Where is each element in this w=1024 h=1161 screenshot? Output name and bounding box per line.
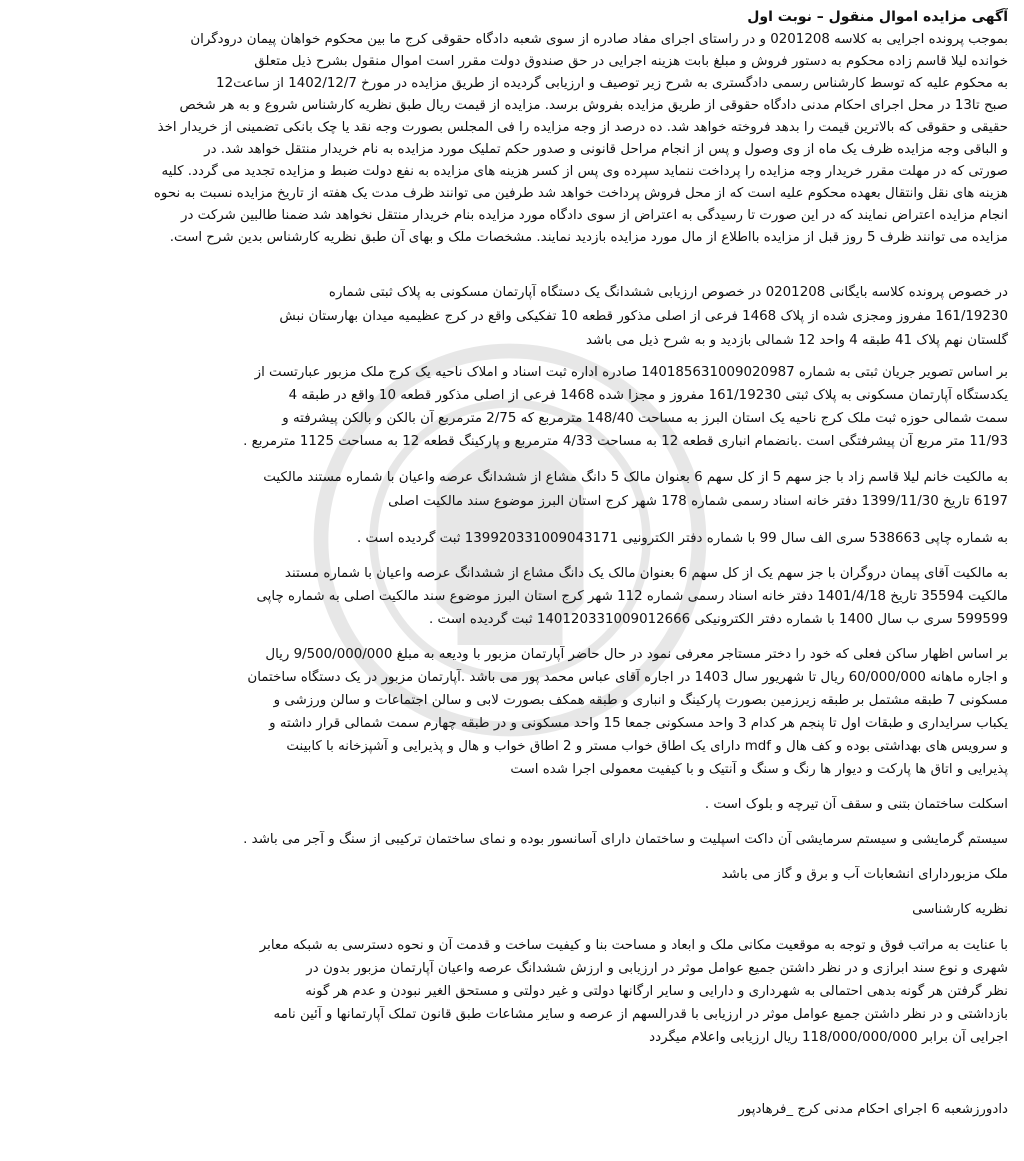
text-line: و الباقی وجه مزایده ظرف یک ماه از وی وصول و پس از انجام مراحل قانونی و صدور حکم تملیک مورد مزایده به نام خریدار منتقل خواهد شد. در bbox=[204, 142, 1008, 157]
text-line: صبح تا13 در محل اجرای احکام مدنی دادگاه حقوقی از طریق مزایده بفروش برسد. مزایده از قیمت ریال طبق نظریه کارشناس شروع و به هر شخص bbox=[179, 98, 1008, 113]
text-line: اجرایی آن برابر 118/000/000/000 ریال ارزیابی واعلام میگردد bbox=[649, 1030, 1008, 1045]
text-line: هزینه های نقل وانتقال بعهده محکوم علیه است که از محل فروش پرداخت خواهد شد طرفین می توانند ظرف مدت یک هفته از تاریخ مزایده نسبت به نحوه bbox=[153, 186, 1008, 201]
text-line: به شماره چاپی 538663 سری الف سال 99 با شماره دفتر الکترونیی 139920331009043171 ثبت گردیده است . bbox=[356, 531, 1008, 546]
notice-title: آگهی مزایده اموال منقول – نوبت اول bbox=[747, 9, 1008, 25]
text-line: سمت شمالی حوزه ثبت ملک کرج ناحیه یک استان البرز به مساحت 148/40 مترمربع که 2/75 مترمربع آن بالکن و بالکن پیشرفته و bbox=[282, 411, 1008, 426]
text-line: حقیقی و حقوقی که بالاترین قیمت را بدهد فروخته خواهد شد. ده درصد از وجه مزایده را فی المجلس بصورت وجه نقد یا چک بانکی تضمینی از خریدار اخذ bbox=[157, 120, 1008, 135]
text-line: سیستم گرمایشی و سیستم سرمایشی آن داکت اسپلیت و ساختمان دارای آسانسور بوده و نمای ساختمان ترکیبی از سنگ و آجر می باشد . bbox=[243, 832, 1008, 847]
text-line: مزایده می توانند ظرف 5 روز قبل از مزایده بااطلاع از مال مورد مزایده بازدید نمایند. مشخصات ملک و بهای آن طبق نظریه کارشناس بدین شرح است. bbox=[169, 230, 1008, 245]
text-line: نظر گرفتن هر گونه بدهی احتمالی به شهرداری و دارایی و سایر ارگانها دولتی و غیر دولتی و مستحق الغیر نبودن و عدم هر گونه bbox=[305, 984, 1008, 999]
text-line: 161/19230 مفروز ومجزی شده از پلاک 1468 فرعی از اصلی مذکور قطعه 10 تفکیکی واقع در کرج عظیمیه میدان بهارستان نبش bbox=[279, 309, 1008, 324]
text-line: بر اساس تصویر جریان ثبتی به شماره 140185631009020987 صادره اداره ثبت اسناد و املاک ناحیه یک کرج ملک مزبور عبارتست از bbox=[254, 365, 1008, 380]
text-line: شهری و نوع سند ابرازی و در نظر داشتن جمیع عوامل موثر در ارزیابی و ارزش ششدانگ عرصه واعیان آپارتمان مزبور بدون در bbox=[306, 961, 1008, 976]
text-line: به مالکیت خانم لیلا قاسم زاد با جز سهم 5 از کل سهم 6 بعنوان مالک 5 دانگ مشاع از ششدانگ عرصه واعیان با شماره مستند مالکیت bbox=[263, 470, 1008, 485]
text-line: پذیرایی و اتاق ها پارکت و دیوار ها رنگ و سنگ و آنتیک و با کیفیت معمولی اجرا شده است bbox=[510, 762, 1008, 777]
text-line: صورتی که در مهلت مقرر خریدار وجه مزایده را پرداخت ننماید سپرده وی پس از کسر هزینه های مزایده به نفع دولت ضبط و مزایده تجدید می گردد. کلیه bbox=[161, 164, 1008, 179]
text-line: در خصوص پرونده کلاسه بایگانی 0201208 در خصوص ارزیابی ششدانگ یک دستگاه آپارتمان مسکونی به پلاک ثبتی شماره bbox=[328, 285, 1008, 300]
text-line: مسکونی 7 طبقه مشتمل بر طبقه زیرزمین بصورت پارکینگ و انباری و طبقه همکف بصورت لابی و سالن اجتماعات و سالن ورزشی و bbox=[273, 693, 1008, 708]
text-line: 599599 سری ب سال 1400 با شماره دفتر الکترونیکی 140120331009012666 ثبت گردیده است . bbox=[429, 612, 1008, 627]
text-line: با عنایت به مراتب فوق و توجه به موقعیت مکانی ملک و ابعاد و مساحت بنا و کیفیت ساخت و قدمت آن و نحوه دسترسی به شبکه معابر bbox=[259, 938, 1008, 953]
text-line: و اجاره ماهانه 60/000/000 ریال تا شهریور سال 1403 در اجاره آقای عباس محمد پور می باشد .آپارتمان مزبور در یک دستگاه ساختمان bbox=[247, 670, 1008, 685]
text-line: و سرویس های بهداشتی بوده و کف هال و mdf دارای یک اطاق خواب مستر و 2 اطاق خواب و هال و پذیرایی و آشپزخانه با کابینت bbox=[286, 739, 1008, 754]
text-line: بر اساس اظهار ساکن فعلی که خود را دختر مستاجر معرفی نمود در حال حاضر آپارتمان مزبور با ودیعه به مبلغ 9/500/000/000 ریال bbox=[265, 647, 1008, 662]
text-line: به مالکیت آقای پیمان دروگران با جز سهم یک از کل سهم 6 بعنوان مالک یک دانگ مشاع از ششدانگ عرصه واعیان با شماره مستند bbox=[284, 566, 1008, 581]
text-line: گلستان نهم پلاک 41 طبقه 4 واحد 12 شمالی بازدید و به شرح ذیل می باشد bbox=[586, 333, 1008, 348]
text-line: مالکیت 35594 تاریخ 1401/4/18 دفتر خانه اسناد رسمی شماره 112 شهر کرج استان البرز موضوع سند مالکیت اصلی به شماره چاپی bbox=[256, 589, 1008, 604]
text-line: یکدستگاه آپارتمان مسکونی به پلاک ثبتی 161/19230 مفروز و مجزا شده 1468 فرعی از اصلی مذکور قطعه 10 واقع در طبقه 4 bbox=[288, 388, 1008, 403]
text-line: 6197 تاریخ 1399/11/30 دفتر خانه اسناد رسمی شماره 178 شهر کرج استان البرز موضوع سند مالکیت اصلی bbox=[388, 494, 1008, 509]
text-line: یکباب سرایداری و طبقات اول تا پنجم هر کدام 3 واحد مسکونی جمعا 15 واحد مسکونی و در طبقه چهارم سمت شمالی قرار داشته و bbox=[269, 716, 1008, 731]
text-line: ملک مزبوردارای انشعابات آب و برق و گاز می باشد bbox=[721, 867, 1008, 882]
text-line: بموجب پرونده اجرایی به کلاسه 0201208 و در راستای اجرای مفاد صادره از سوی شعبه دادگاه حقوقی کرج ما بین محکوم خواهان پیمان درودگران bbox=[190, 32, 1008, 47]
text-line: خوانده لیلا قاسم زاده محکوم به دستور فروش و مبلغ بابت هزینه اجرایی در حق صندوق دولت مقرر است اموال منقول بشرح ذیل متعلق bbox=[254, 54, 1008, 69]
text-line: انجام مزایده اعتراض نمایند که در این صورت تا رسیدگی به اعتراض از سوی دادگاه مورد مزایده بنام خریدار منتقل نخواهد شد ضمنا طالبین شرکت در bbox=[180, 208, 1008, 223]
text-line: 11/93 متر مربع آن پیشرفتگی است .بانضمام انباری قطعه 12 به مساحت 4/33 مترمربع و پارکینگ قطعه 12 به مساحت 1125 مترمربع . bbox=[243, 434, 1008, 449]
signature: دادورزشعبه 6 اجرای احکام مدنی کرج _فرهادپور bbox=[738, 1102, 1008, 1117]
section-heading: نظریه کارشناسی bbox=[912, 902, 1008, 917]
text-line: بازداشتی و در نظر داشتن جمیع عوامل موثر در ارزیابی با قدرالسهم از عرصه و سایر مشاعات طبق قانون تملک آپارتمانها و آئین نامه bbox=[273, 1007, 1008, 1022]
text-line: به محکوم علیه که توسط کارشناس رسمی دادگستری به شرح زیر توصیف و ارزیابی گردیده از طریق مزایده در مورخ 1402/12/7 از ساعت12 bbox=[216, 76, 1008, 91]
text-line: اسکلت ساختمان بتنی و سقف آن تیرچه و بلوک است . bbox=[704, 797, 1008, 812]
